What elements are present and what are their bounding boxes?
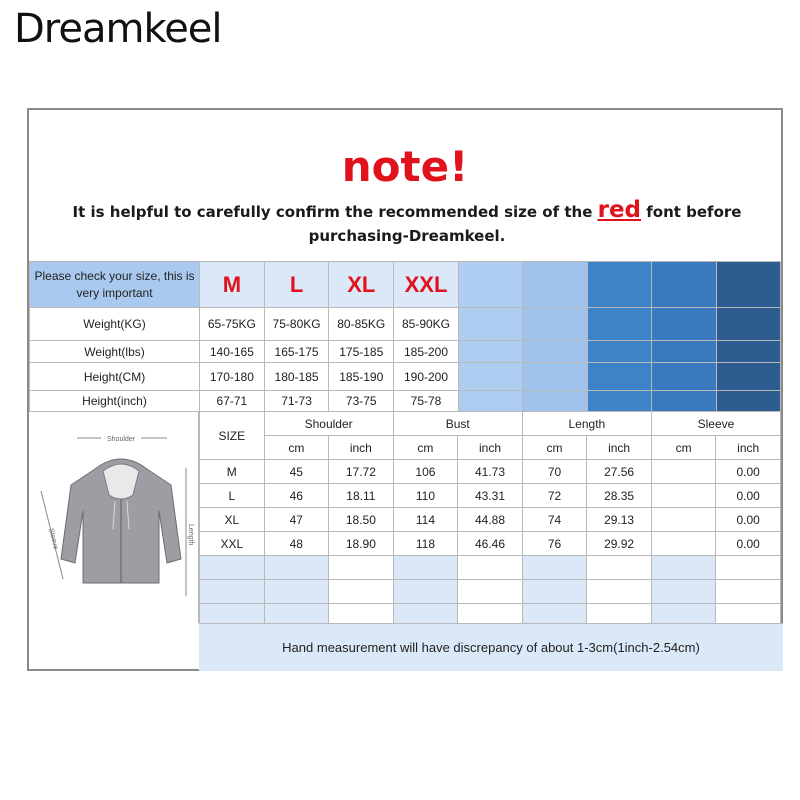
row-label: Weight(KG) bbox=[30, 308, 200, 341]
unit-header: cm bbox=[651, 436, 715, 460]
color-swatch bbox=[652, 262, 716, 308]
color-swatch bbox=[716, 262, 780, 308]
cell: 76 bbox=[522, 532, 586, 556]
cell: 180-185 bbox=[264, 363, 329, 391]
cell: 71-73 bbox=[264, 391, 329, 412]
empty-cell bbox=[716, 580, 781, 604]
unit-header-row bbox=[200, 436, 781, 460]
cell: 45 bbox=[264, 460, 328, 484]
unit-header: cm bbox=[393, 436, 458, 460]
note-red-word: red bbox=[597, 197, 642, 223]
color-swatch bbox=[523, 262, 587, 308]
group-header: Length bbox=[522, 412, 651, 436]
size-row bbox=[30, 391, 781, 412]
cell: 27.56 bbox=[587, 460, 652, 484]
cell: 140-165 bbox=[200, 341, 265, 363]
cell bbox=[651, 460, 715, 484]
empty-cell bbox=[522, 580, 586, 604]
size-heading: L bbox=[264, 262, 329, 308]
measurement-row bbox=[200, 460, 781, 484]
cell: 165-175 bbox=[264, 341, 329, 363]
unit-header: inch bbox=[587, 436, 652, 460]
color-swatch bbox=[652, 308, 716, 341]
cell: 65-75KG bbox=[200, 308, 265, 341]
size-column-header: SIZE bbox=[200, 412, 265, 460]
cell bbox=[651, 484, 715, 508]
empty-cell bbox=[329, 556, 394, 580]
cell: 18.50 bbox=[329, 508, 394, 532]
unit-header: inch bbox=[329, 436, 394, 460]
empty-cell bbox=[651, 580, 715, 604]
color-swatch bbox=[652, 363, 716, 391]
hoodie-diagram bbox=[29, 411, 199, 623]
size-heading: XXL bbox=[394, 262, 459, 308]
color-swatch bbox=[716, 391, 780, 412]
cell: 75-80KG bbox=[264, 308, 329, 341]
brand-logo: Dreamkeel bbox=[14, 6, 222, 52]
cell: 75-78 bbox=[394, 391, 459, 412]
group-header: Shoulder bbox=[264, 412, 393, 436]
sleeve-label: Sleeve bbox=[47, 527, 60, 551]
note-text-end: font before purchasing-Dreamkeel. bbox=[308, 203, 742, 245]
cell: 85-90KG bbox=[394, 308, 459, 341]
cell: 110 bbox=[393, 484, 458, 508]
group-header: Sleeve bbox=[651, 412, 780, 436]
empty-cell bbox=[264, 556, 328, 580]
measurement-table bbox=[199, 411, 781, 628]
group-header: Bust bbox=[393, 412, 522, 436]
unit-header: inch bbox=[716, 436, 781, 460]
size-recommendation-table bbox=[29, 261, 781, 412]
size-heading: M bbox=[200, 262, 265, 308]
color-swatch bbox=[523, 391, 587, 412]
color-swatch bbox=[523, 341, 587, 363]
color-swatch bbox=[716, 341, 780, 363]
empty-cell bbox=[522, 556, 586, 580]
color-swatch bbox=[587, 262, 651, 308]
color-swatch bbox=[458, 262, 522, 308]
cell: 175-185 bbox=[329, 341, 394, 363]
cell: 0.00 bbox=[716, 460, 781, 484]
cell: 44.88 bbox=[458, 508, 523, 532]
cell: 73-75 bbox=[329, 391, 394, 412]
measurement-footnote: Hand measurement will have discrepancy of about 1-3cm(1inch-2.54cm) bbox=[199, 623, 783, 671]
color-swatch bbox=[458, 308, 522, 341]
size-row bbox=[30, 363, 781, 391]
measurement-row bbox=[200, 484, 781, 508]
cell: 190-200 bbox=[394, 363, 459, 391]
cell: 46.46 bbox=[458, 532, 523, 556]
color-swatch bbox=[458, 363, 522, 391]
size-heading: XL bbox=[329, 262, 394, 308]
empty-cell bbox=[393, 556, 458, 580]
empty-cell bbox=[329, 580, 394, 604]
empty-cell bbox=[716, 556, 781, 580]
note-title: note! bbox=[341, 142, 469, 191]
color-swatch bbox=[652, 391, 716, 412]
empty-cell bbox=[393, 580, 458, 604]
note-text-start: It is helpful to carefully confirm the recommended size of the bbox=[72, 203, 598, 221]
size-cell: XL bbox=[200, 508, 265, 532]
empty-cell bbox=[458, 580, 523, 604]
empty-row bbox=[200, 556, 781, 580]
cell: 43.31 bbox=[458, 484, 523, 508]
cell: 29.13 bbox=[587, 508, 652, 532]
cell: 47 bbox=[264, 508, 328, 532]
size-cell: M bbox=[200, 460, 265, 484]
size-header-label: Please check your size, this is very important bbox=[30, 262, 200, 308]
row-label: Weight(lbs) bbox=[30, 341, 200, 363]
color-swatch bbox=[716, 308, 780, 341]
cell: 114 bbox=[393, 508, 458, 532]
cell: 0.00 bbox=[716, 508, 781, 532]
size-row bbox=[30, 341, 781, 363]
color-swatch bbox=[458, 341, 522, 363]
color-swatch bbox=[587, 308, 651, 341]
unit-header: cm bbox=[522, 436, 586, 460]
color-swatch bbox=[652, 341, 716, 363]
color-swatch bbox=[587, 363, 651, 391]
cell: 170-180 bbox=[200, 363, 265, 391]
color-swatch bbox=[716, 363, 780, 391]
cell: 0.00 bbox=[716, 484, 781, 508]
cell: 67-71 bbox=[200, 391, 265, 412]
row-label: Height(inch) bbox=[30, 391, 200, 412]
cell: 70 bbox=[522, 460, 586, 484]
group-header-row bbox=[200, 412, 781, 436]
note-text bbox=[69, 198, 745, 248]
empty-cell bbox=[200, 556, 265, 580]
cell bbox=[651, 532, 715, 556]
unit-header: inch bbox=[458, 436, 523, 460]
color-swatch bbox=[523, 308, 587, 341]
cell: 74 bbox=[522, 508, 586, 532]
size-header-row bbox=[30, 262, 781, 308]
cell: 18.90 bbox=[329, 532, 394, 556]
length-label: Length bbox=[187, 524, 194, 546]
cell: 46 bbox=[264, 484, 328, 508]
measurement-row bbox=[200, 532, 781, 556]
empty-row bbox=[200, 580, 781, 604]
cell: 185-190 bbox=[329, 363, 394, 391]
empty-cell bbox=[458, 556, 523, 580]
empty-cell bbox=[200, 580, 265, 604]
cell: 106 bbox=[393, 460, 458, 484]
cell: 18.11 bbox=[329, 484, 394, 508]
empty-cell bbox=[587, 556, 652, 580]
size-cell: L bbox=[200, 484, 265, 508]
empty-cell bbox=[651, 556, 715, 580]
size-row bbox=[30, 308, 781, 341]
empty-cell bbox=[587, 580, 652, 604]
cell: 80-85KG bbox=[329, 308, 394, 341]
cell: 118 bbox=[393, 532, 458, 556]
cell: 29.92 bbox=[587, 532, 652, 556]
cell: 28.35 bbox=[587, 484, 652, 508]
color-swatch bbox=[458, 391, 522, 412]
cell: 48 bbox=[264, 532, 328, 556]
size-chart-sheet bbox=[27, 108, 783, 671]
cell: 72 bbox=[522, 484, 586, 508]
unit-header: cm bbox=[264, 436, 328, 460]
empty-cell bbox=[264, 580, 328, 604]
shoulder-label: Shoulder bbox=[106, 436, 136, 443]
row-label: Height(CM) bbox=[30, 363, 200, 391]
color-swatch bbox=[523, 363, 587, 391]
hoodie-illustration bbox=[29, 411, 198, 623]
cell: 0.00 bbox=[716, 532, 781, 556]
color-swatch bbox=[587, 391, 651, 412]
cell: 41.73 bbox=[458, 460, 523, 484]
cell: 185-200 bbox=[394, 341, 459, 363]
measurement-row bbox=[200, 508, 781, 532]
cell: 17.72 bbox=[329, 460, 394, 484]
cell bbox=[651, 508, 715, 532]
size-cell: XXL bbox=[200, 532, 265, 556]
color-swatch bbox=[587, 341, 651, 363]
